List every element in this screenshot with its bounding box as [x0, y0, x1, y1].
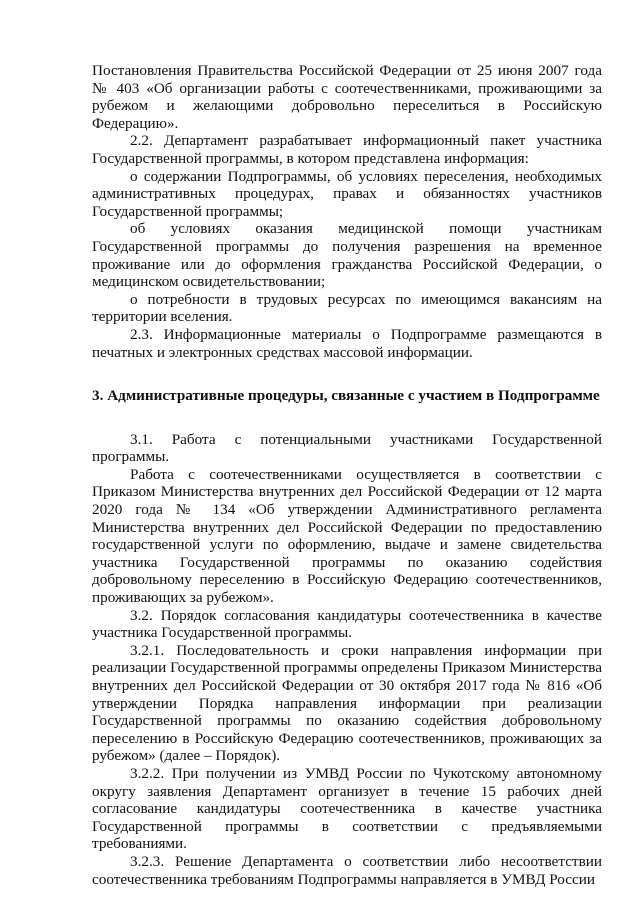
paragraph-3-2-1: 3.2.1. Последовательность и сроки направления информации при реализации Государственной программы определены Приказом Министерства внутренних дел Российской Федерации от 30 октября 2017 года № 816 «Об утверждении Порядка направления информации при реализации Государственной программы по оказанию содействия добровольному переселению в Российскую Федерацию соотечественников, проживающих за рубежом» (далее – Порядок). [92, 641, 602, 765]
paragraph-2-3: 2.3. Информационные материалы о Подпрограмме размещаются в печатных и электронных средствах массовой информации. [92, 325, 602, 361]
paragraph-3-2: 3.2. Порядок согласования кандидатуры соотечественника в качестве участника Государственной программы. [92, 606, 602, 642]
document-page [92, 62, 602, 888]
paragraph-3-2-2: 3.2.2. При получении из УМВД России по Чукотскому автономному округу заявления Департамент организует в течение 15 рабочих дней согласование кандидатуры соотечественника в качестве участника Государственной программы в соответствии с предъявляемыми требованиями. [92, 764, 602, 853]
paragraph-2-2: 2.2. Департамент разрабатывает информационный пакет участника Государственной программы, в котором представлена информация: [92, 132, 602, 167]
paragraph-info-subprogram: о содержании Подпрограммы, об условиях переселения, необходимых административных процедурах, правах и обязанностях участников Государственной программы; [92, 167, 602, 220]
paragraph-info-labor: о потребности в трудовых ресурсах по имеющимся вакансиям на территории вселения. [92, 290, 602, 326]
paragraph-resolution-reference: Постановления Правительства Российской Федерации от 25 июня 2007 года № 403 «Об организации работы с соотечественниками, проживающими за рубежом и желающими добровольно переселиться в Российскую Федерацию». [92, 62, 602, 132]
paragraph-3-1-body: Работа с соотечественниками осуществляется в соответствии с Приказом Министерства внутренних дел Российской Федерации от 12 марта 2020 года № 134 «Об утверждении Административного регламента Министерства внутренних дел Российской Федерации по предоставлению государственной услуги по оформлению, выдаче и замене свидетельства участника Государственной программы по оказанию содействия добровольному переселению в Российскую Федерацию соотечественников, проживающих за рубежом». [92, 465, 602, 607]
paragraph-info-medical: об условиях оказания медицинской помощи участникам Государственной программы до получения разрешения на временное проживание или до оформления гражданства Российской Федерации, о медицинском освидетельствовании; [92, 220, 602, 291]
paragraph-3-1: 3.1. Работа с потенциальными участниками Государственной программы. [92, 430, 602, 466]
paragraph-3-2-3: 3.2.3. Решение Департамента о соответствии либо несоответствии соотечественника требованиям Подпрограммы направляется в УМВД России [92, 852, 602, 888]
section-heading: 3. Административные процедуры, связанные с участием в Подпрограмме [92, 387, 600, 405]
